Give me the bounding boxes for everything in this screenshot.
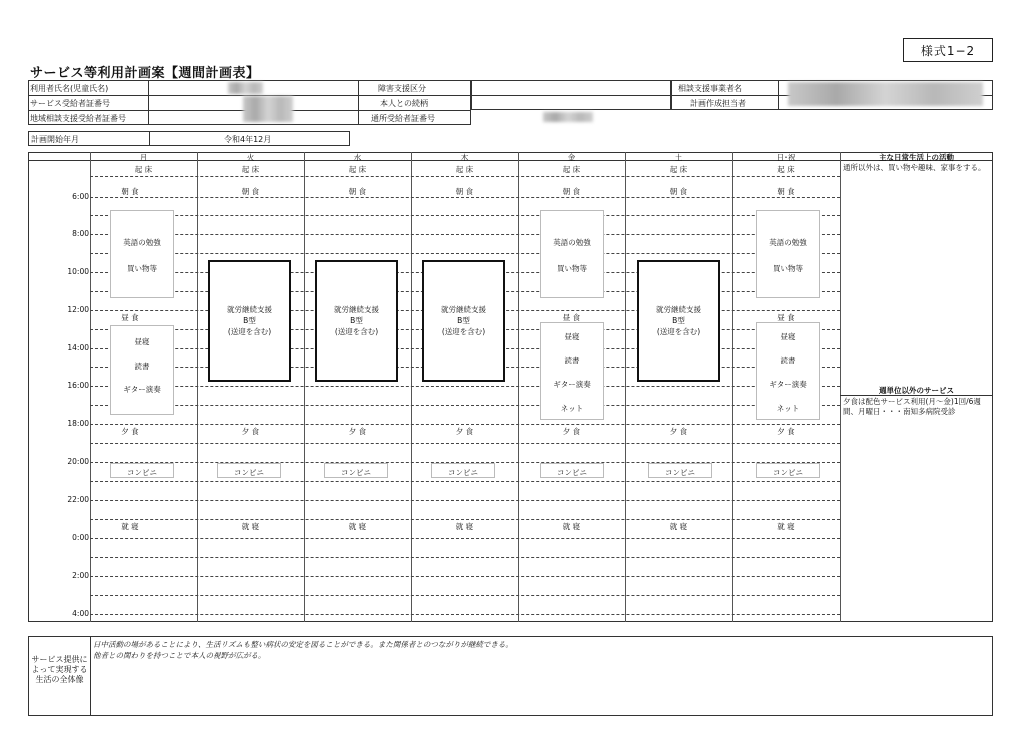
- non-weekly-text: 夕食は配色サービス利用(月～金)1回/6週間、月曜日・・・南知多病院受診: [843, 397, 981, 416]
- fri-afternoon-block: [540, 322, 604, 420]
- guitar: ギター演奏: [553, 380, 591, 389]
- wake-cell: 起 床: [134, 165, 153, 174]
- form-number: 様式1−2: [903, 38, 993, 62]
- user-name-label: 利用者氏名(児童氏名): [30, 84, 109, 93]
- relation-label: 本人との続柄: [380, 99, 428, 108]
- work-transport: (送迎を含む): [656, 327, 701, 336]
- convenience-label: コンビニ: [127, 468, 157, 477]
- regional-label: 地域相談支援受給者証番号: [30, 114, 126, 123]
- net: ネット: [560, 404, 584, 413]
- convenience-cell: [540, 463, 604, 478]
- day-sun: 日･祝: [776, 153, 796, 162]
- work-label: 就労継続支援: [656, 305, 701, 314]
- sat-work-block: [637, 260, 720, 382]
- work-type: B型: [350, 316, 363, 325]
- disability-label: 障害支援区分: [378, 84, 426, 93]
- dinner-cell: 夕 食: [455, 427, 474, 436]
- work-type: B型: [672, 316, 685, 325]
- sleep-cell: 就 寝: [121, 522, 139, 531]
- tue-work-block: [208, 260, 291, 382]
- convenience-cell: [648, 463, 712, 478]
- convenience-label: コンビニ: [448, 468, 478, 477]
- day-wed: 水: [353, 153, 362, 162]
- wed-work-block: [315, 260, 398, 382]
- shopping: 買い物等: [127, 264, 157, 273]
- work-type: B型: [457, 316, 470, 325]
- convenience-cell: [431, 463, 495, 478]
- shopping: 買い物等: [773, 264, 803, 273]
- day-fri: 金: [567, 153, 576, 162]
- dinner-cell: 夕 食: [348, 427, 367, 436]
- net: ネット: [776, 404, 800, 413]
- breakfast-cell: 朝 食: [121, 187, 139, 196]
- footer-text-1: 日中活動の場があることにより、生活リズムも整い病状の安定を図ることができる。また関係者とのつながりが継続できる。: [93, 640, 513, 649]
- wake-cell: 起 床: [455, 165, 474, 174]
- nap: 昼寝: [780, 332, 796, 341]
- wake-cell: 起 床: [669, 165, 688, 174]
- sleep-cell: 就 寝: [777, 522, 795, 531]
- wake-cell: 起 床: [241, 165, 260, 174]
- redacted-name: [228, 82, 263, 94]
- dinner-cell: 夕 食: [562, 427, 581, 436]
- plan-start-value: 令和4年12月: [224, 135, 272, 144]
- non-weekly-title: 週単位以外のサービス: [879, 386, 954, 395]
- convenience-cell: [324, 463, 388, 478]
- day-sat: 土: [674, 153, 683, 162]
- commute-label: 通所受給者証番号: [371, 114, 435, 123]
- main-activities-title: 主な日常生活上の活動: [879, 153, 954, 162]
- time-label: 10:00: [67, 267, 89, 276]
- sleep-cell: 就 寝: [562, 522, 581, 531]
- work-label: 就労継続支援: [441, 305, 486, 314]
- footer-box: [28, 636, 993, 716]
- footer-text-2: 他者との関わりを持つことで本人の視野が広がる。: [93, 651, 266, 660]
- time-label: 14:00: [67, 343, 89, 352]
- reading: 読書: [780, 356, 796, 365]
- breakfast-cell: 朝 食: [348, 187, 367, 196]
- sleep-cell: 就 寝: [669, 522, 688, 531]
- sleep-cell: 就 寝: [455, 522, 474, 531]
- time-label: 4:00: [72, 609, 89, 618]
- convenience-label: コンビニ: [234, 468, 264, 477]
- page-title: サービス等利用計画案【週間計画表】: [30, 66, 260, 81]
- fri-morning-block: [540, 210, 604, 298]
- dinner-cell: 夕 食: [121, 427, 139, 436]
- time-label: 12:00: [67, 305, 89, 314]
- mon-afternoon-block: [110, 325, 174, 415]
- main-activities-text: 通所以外は、買い物や趣味、家事をする。: [843, 163, 986, 172]
- breakfast-cell: 朝 食: [669, 187, 688, 196]
- work-label: 就労継続支援: [227, 305, 272, 314]
- dinner-cell: 夕 食: [669, 427, 688, 436]
- english-study: 英語の勉強: [123, 238, 161, 247]
- wake-cell: 起 床: [562, 165, 581, 174]
- wake-cell: 起 床: [348, 165, 367, 174]
- day-tue: 火: [246, 153, 255, 162]
- shopping: 買い物等: [557, 264, 587, 273]
- wake-cell: 起 床: [777, 165, 795, 174]
- nap: 昼寝: [134, 337, 150, 346]
- work-type: B型: [243, 316, 256, 325]
- redacted-office: [788, 82, 983, 106]
- time-label: 2:00: [72, 571, 89, 580]
- convenience-label: コンビニ: [665, 468, 695, 477]
- sleep-cell: 就 寝: [241, 522, 260, 531]
- lunch-cell: 昼 食: [777, 313, 795, 322]
- dinner-cell: 夕 食: [777, 427, 795, 436]
- breakfast-cell: 朝 食: [777, 187, 795, 196]
- convenience-label: コンビニ: [557, 468, 587, 477]
- time-label: 0:00: [72, 533, 89, 542]
- lunch-cell: 昼 食: [562, 313, 581, 322]
- breakfast-cell: 朝 食: [562, 187, 581, 196]
- plan-start-row: [28, 131, 350, 146]
- work-transport: (送迎を含む): [227, 327, 272, 336]
- time-label: 6:00: [72, 192, 89, 201]
- redacted-cert: [243, 96, 293, 122]
- work-label: 就労継続支援: [334, 305, 379, 314]
- work-transport: (送迎を含む): [334, 327, 379, 336]
- header-table: [28, 80, 993, 128]
- day-thu: 木: [460, 153, 469, 162]
- breakfast-cell: 朝 食: [455, 187, 474, 196]
- sleep-cell: 就 寝: [348, 522, 367, 531]
- redacted-commute: [543, 112, 593, 122]
- mon-morning-block: [110, 210, 174, 298]
- convenience-cell: [756, 463, 820, 478]
- day-mon: 月: [139, 153, 148, 162]
- time-label: 18:00: [67, 419, 89, 428]
- breakfast-cell: 朝 食: [241, 187, 260, 196]
- work-transport: (送迎を含む): [441, 327, 486, 336]
- dinner-cell: 夕 食: [241, 427, 260, 436]
- time-label: 16:00: [67, 381, 89, 390]
- sun-afternoon-block: [756, 322, 820, 420]
- guitar: ギター演奏: [123, 385, 161, 394]
- time-label: 8:00: [72, 229, 89, 238]
- time-label: 20:00: [67, 457, 89, 466]
- convenience-label: コンビニ: [341, 468, 371, 477]
- english-study: 英語の勉強: [553, 238, 591, 247]
- plan-start-label: 計画開始年月: [31, 135, 79, 144]
- nap: 昼寝: [564, 332, 580, 341]
- lunch-cell: 昼 食: [121, 313, 139, 322]
- office-label: 相談支援事業者名: [678, 84, 742, 93]
- convenience-cell: [110, 463, 174, 478]
- time-label: 22:00: [67, 495, 89, 504]
- reading: 読書: [564, 356, 580, 365]
- convenience-label: コンビニ: [773, 468, 803, 477]
- convenience-cell: [217, 463, 281, 478]
- footer-label: サービス提供によって実現する生活の全体像: [31, 655, 88, 684]
- cert-label: サービス受給者証番号: [30, 99, 110, 108]
- thu-work-block: [422, 260, 505, 382]
- guitar: ギター演奏: [769, 380, 807, 389]
- english-study: 英語の勉強: [769, 238, 807, 247]
- planner-label: 計画作成担当者: [690, 99, 746, 108]
- sun-morning-block: [756, 210, 820, 298]
- reading: 読書: [134, 362, 150, 371]
